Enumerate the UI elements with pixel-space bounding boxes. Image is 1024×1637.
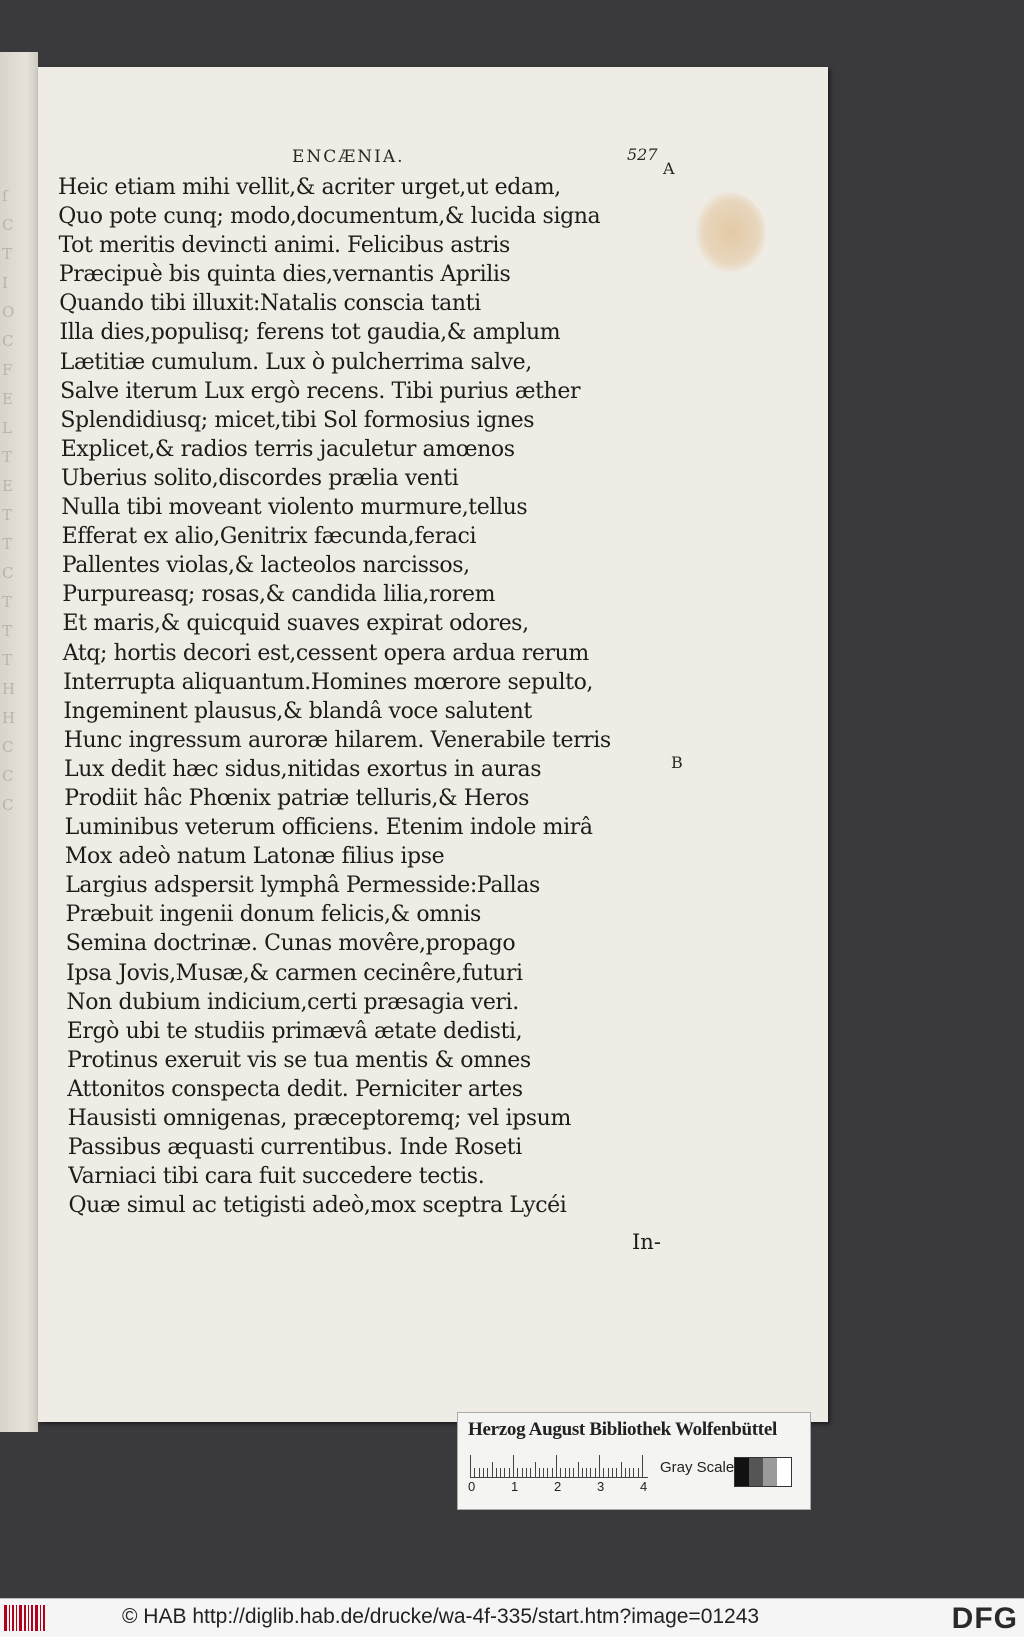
ruler-tick (500, 1468, 501, 1477)
gray-swatch (735, 1458, 749, 1486)
ruler-tick (629, 1468, 630, 1477)
folio-number: 527 (627, 145, 658, 164)
verse-line: Non dubium indicium,certi præsagia veri. (66, 989, 519, 1015)
ruler-tick (509, 1468, 510, 1477)
facing-page-bleed-through: ſ C T I O C F E L T E T T C T T T H H C C C (2, 187, 16, 814)
ruler-tick (582, 1468, 583, 1477)
facing-page-edge (0, 52, 38, 1432)
gray-swatch (763, 1458, 777, 1486)
viewer-footer (0, 1598, 1024, 1637)
gray-scale-label: Gray Scale (660, 1459, 735, 1476)
verse-line: Splendidiusq; micet,tibi Sol formosius ignes (60, 407, 535, 433)
ruler-tick (513, 1455, 514, 1477)
verse-line: Prodiit hâc Phœnix patriæ telluris,& Heros (64, 785, 530, 811)
barcode-bar (40, 1605, 41, 1631)
verse-line: Protinus exeruit vis se tua mentis & omnes (67, 1047, 531, 1073)
ruler-tick (479, 1468, 480, 1477)
verse-line: Interrupta aliquantum.Homines mœrore sepulto, (63, 669, 594, 695)
ruler-number: 0 (468, 1479, 476, 1494)
catchword: In- (632, 1230, 661, 1254)
verse-line: Et maris,& quicquid suaves expirat odores, (62, 611, 529, 637)
verse-line: Attonitos conspecta dedit. Perniciter artes (67, 1076, 523, 1102)
barcode-bar (35, 1605, 38, 1631)
ruler-tick (603, 1468, 604, 1477)
ruler-tick (608, 1468, 609, 1477)
ruler-tick (539, 1468, 540, 1477)
ruler-tick (578, 1462, 579, 1477)
ruler-tick (504, 1468, 505, 1477)
barcode-bar (31, 1605, 33, 1631)
running-head: ENCÆNIA. (292, 147, 405, 167)
ruler-tick (517, 1468, 518, 1477)
verse-line: Efferat ex alio,Genitrix fæcunda,feraci (61, 524, 477, 550)
verse-line: Lux dedit hæc sidus,nitidas exortus in auras (64, 756, 542, 782)
verse-line: Heic etiam mihi vellit,& acriter urget,ut edam, (58, 175, 561, 200)
ruler-tick (496, 1468, 497, 1477)
verse-line: Purpureasq; rosas,& candida lilia,rorem (62, 582, 496, 608)
barcode-bar (12, 1605, 14, 1631)
verse-line: Luminibus veterum officiens. Etenim indole mirâ (64, 815, 593, 841)
ruler-tick (552, 1468, 553, 1477)
ruler-tick (535, 1462, 536, 1477)
verse-line: Salve iterum Lux ergò recens. Tibi purius æther (60, 378, 581, 404)
verse-line: Quo pote cunq; modo,documentum,& lucida signa (58, 204, 601, 230)
ruler-tick (633, 1468, 634, 1477)
verse-line: Passibus æquasti currentibus. Inde Roseti (67, 1135, 522, 1161)
ruler-tick (470, 1455, 471, 1477)
gray-swatch (777, 1458, 791, 1486)
ruler-tick (638, 1468, 639, 1477)
measurement-ruler (470, 1453, 648, 1478)
verse-line: Præbuit ingenii donum felicis,& omnis (65, 902, 481, 928)
dfg-logo: DFG (951, 1602, 1018, 1635)
ruler-tick (625, 1468, 626, 1477)
ruler-tick (492, 1462, 493, 1477)
barcode-icon (4, 1605, 46, 1631)
barcode-bar (4, 1605, 7, 1631)
verse-line: Largius adspersit lymphâ Permesside:Pallas (65, 873, 540, 899)
verse-line: Mox adeò natum Latonæ filius ipse (64, 844, 445, 870)
ruler-number: 2 (554, 1479, 562, 1494)
barcode-bar (9, 1605, 10, 1631)
gray-swatch (749, 1458, 763, 1486)
gray-scale-swatches (734, 1457, 792, 1487)
ruler-tick (590, 1468, 591, 1477)
barcode-bar (16, 1605, 17, 1631)
ruler-tick (642, 1455, 643, 1477)
ruler-tick (569, 1468, 570, 1477)
ruler-tick (530, 1468, 531, 1477)
ruler-tick (612, 1468, 613, 1477)
margin-letter-b: B (671, 753, 683, 772)
document-page (38, 67, 828, 1422)
barcode-bar (28, 1605, 29, 1631)
verse-line: Hunc ingressum auroræ hilarem. Venerabile terris (63, 727, 611, 753)
verse-line: Pallentes violas,& lacteolos narcissos, (61, 553, 470, 579)
barcode-bar (43, 1605, 45, 1631)
ruler-tick (522, 1468, 523, 1477)
ruler-number: 3 (597, 1479, 605, 1494)
verse-text-block (58, 173, 618, 1220)
verse-line: Varniaci tibi cara fuit succedere tectis. (68, 1164, 485, 1190)
verse-line: Illa dies,populisq; ferens tot gaudia,& amplum (59, 320, 561, 346)
verse-line: Ingeminent plausus,& blandâ voce salutent (63, 698, 532, 724)
ruler-tick (560, 1468, 561, 1477)
ruler-tick (565, 1468, 566, 1477)
ruler-number: 1 (511, 1479, 519, 1494)
ruler-tick (547, 1468, 548, 1477)
ruler-number: 4 (640, 1479, 648, 1494)
ruler-tick (487, 1468, 488, 1477)
verse-line: Tot meritis devincti animi. Felicibus astris (58, 233, 510, 259)
verse-line: Semina doctrinæ. Cunas movêre,propago (65, 931, 516, 957)
ruler-tick (526, 1468, 527, 1477)
verse-line: Hausisti omnigenas, præceptoremq; vel ipsum (67, 1106, 571, 1131)
barcode-bar (19, 1605, 22, 1631)
ruler-tick (595, 1468, 596, 1477)
margin-letter-a: A (663, 159, 675, 178)
ruler-tick (573, 1468, 574, 1477)
verse-line: Quæ simul ac tetigisti adeò,mox sceptra Lycéi (68, 1193, 567, 1219)
verse-line: Nulla tibi moveant violento murmure,tellus (61, 495, 528, 521)
verse-line: Explicet,& radios terris jaculetur amœnos (60, 436, 515, 462)
ruler-tick (474, 1468, 475, 1477)
ruler-tick (616, 1468, 617, 1477)
verse-line: Quando tibi illuxit:Natalis conscia tanti (59, 291, 481, 317)
verse-line: Ipsa Jovis,Musæ,& carmen cecinêre,futuri (66, 960, 523, 986)
verse-line: Ergò ubi te studiis primævâ ætate dedisti, (66, 1018, 523, 1044)
barcode-bar (24, 1605, 26, 1631)
ruler-tick (586, 1468, 587, 1477)
paper-stain (696, 192, 766, 272)
verse-line: Uberius solito,discordes prælia venti (61, 465, 459, 491)
ruler-tick (621, 1462, 622, 1477)
library-name: Herzog August Bibliothek Wolfenbüttel (468, 1419, 777, 1440)
verse-line: Atq; hortis decori est,cessent opera ardua rerum (62, 640, 589, 666)
scale-color-card (457, 1412, 811, 1510)
verse-line: Præcipuè bis quinta dies,vernantis Aprilis (58, 262, 511, 288)
ruler-tick (543, 1468, 544, 1477)
ruler-tick (556, 1455, 557, 1477)
ruler-tick (483, 1468, 484, 1477)
ruler-tick (599, 1455, 600, 1477)
verse-line: Lætitiæ cumulum. Lux ò pulcherrima salve, (59, 349, 532, 375)
source-url[interactable]: © HAB http://diglib.hab.de/drucke/wa-4f-335/start.htm?image=01243 (122, 1605, 760, 1628)
